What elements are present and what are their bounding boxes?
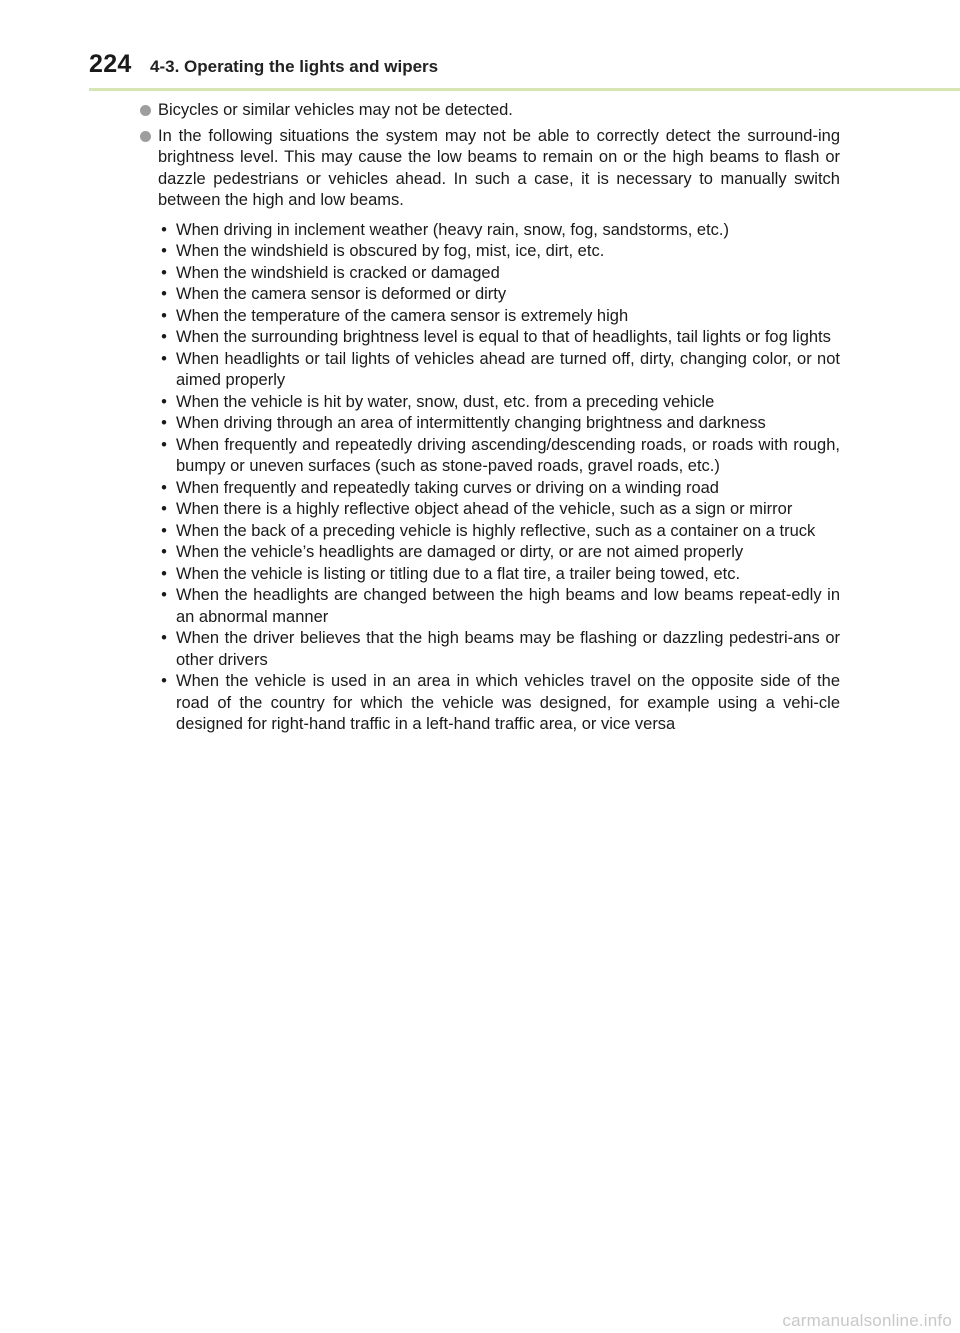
list-item-text: When frequently and repeatedly driving ascending/descending roads, or roads with rough, bumpy or uneven surfaces (such as stone-paved roads, gravel roads, etc.) (176, 435, 840, 475)
footer-watermark: carmanualsonline.info (782, 1311, 952, 1330)
dot-bullet-icon: • (161, 500, 167, 518)
list-item-text: When driving through an area of intermittently changing brightness and darkness (176, 414, 766, 432)
dot-bullet-icon: • (161, 263, 167, 282)
list-item-text: When the back of a preceding vehicle is highly reflective, such as a container on a truck (176, 521, 816, 540)
main-item-text: In the following situations the system may not be able to correctly detect the surround-ing brightness level. This may cause the low beams to remain on or the high beams to flash or dazzle pedestrians or vehicles ahead. In such a case, it is necessary to manually switch between the high and low beams. (158, 126, 840, 209)
list-item-text: When driving in inclement weather (heavy rain, snow, fog, sandstorms, etc.) (176, 220, 729, 239)
list-item (161, 306, 840, 328)
page-header (0, 0, 960, 92)
list-item (161, 327, 840, 349)
list-item-text: When the windshield is cracked or damaged (176, 263, 500, 282)
list-item (161, 413, 840, 435)
list-item-text: When the surrounding brightness level is equal to that of headlights, tail lights or fog lights (176, 328, 831, 346)
main-bullet-item-brightness-situations (140, 126, 840, 212)
list-item (161, 521, 840, 543)
dot-bullet-icon: • (161, 414, 167, 432)
list-item-text: When the vehicle is hit by water, snow, dust, etc. from a preceding vehicle (176, 392, 715, 411)
dot-bullet-icon: • (161, 285, 167, 303)
list-item-text: When there is a highly reflective object ahead of the vehicle, such as a sign or mirror (176, 500, 793, 518)
list-item (161, 263, 840, 285)
list-item (161, 542, 840, 564)
list-item (161, 349, 840, 392)
dot-bullet-icon: • (161, 543, 167, 561)
dot-bullet-icon: • (161, 220, 167, 239)
list-item-text: When the windshield is obscured by fog, mist, ice, dirt, etc. (176, 242, 605, 260)
list-item (161, 628, 840, 671)
list-item (161, 585, 840, 628)
list-item (161, 499, 840, 521)
page-content (140, 100, 840, 736)
section-title: 4-3. Operating the lights and wipers (150, 57, 439, 76)
list-item (161, 671, 840, 736)
dot-bullet-icon: • (161, 328, 167, 346)
dot-bullet-icon: • (161, 306, 167, 325)
list-item-text: When frequently and repeatedly taking curves or driving on a winding road (176, 478, 719, 497)
list-item-text: When the headlights are changed between the high beams and low beams repeat-edly in an abnormal manner (176, 586, 840, 626)
list-item-text: When the temperature of the camera sensor is extremely high (176, 306, 629, 325)
dot-bullet-icon: • (161, 672, 167, 690)
circle-bullet-icon (140, 105, 151, 116)
header-rule (89, 88, 960, 91)
list-item (161, 392, 840, 414)
dot-bullet-icon: • (161, 435, 167, 454)
list-item-text: When headlights or tail lights of vehicles ahead are turned off, dirty, changing color, or not aimed properly (176, 349, 840, 389)
circle-bullet-icon (140, 131, 151, 142)
situation-list (140, 220, 840, 736)
list-item (161, 220, 840, 242)
list-item (161, 564, 840, 586)
dot-bullet-icon: • (161, 629, 167, 647)
dot-bullet-icon: • (161, 564, 167, 583)
page-number: 224 (89, 50, 132, 78)
list-item-text: When the camera sensor is deformed or dirty (176, 285, 507, 303)
dot-bullet-icon: • (161, 349, 167, 368)
list-item (161, 478, 840, 500)
list-item (161, 284, 840, 306)
dot-bullet-icon: • (161, 392, 167, 411)
dot-bullet-icon: • (161, 478, 167, 497)
list-item-text: When the driver believes that the high beams may be flashing or dazzling pedestri-ans or other drivers (176, 629, 840, 669)
dot-bullet-icon: • (161, 242, 167, 260)
main-item-text: Bicycles or similar vehicles may not be detected. (158, 101, 513, 119)
dot-bullet-icon: • (161, 521, 167, 540)
list-item-text: When the vehicle’s headlights are damaged or dirty, or are not aimed properly (176, 543, 744, 561)
list-item-text: When the vehicle is listing or titling due to a flat tire, a trailer being towed, etc. (176, 564, 741, 583)
list-item-text: When the vehicle is used in an area in which vehicles travel on the opposite side of the road of the country for which the vehicle was designed, for example using a vehi-cle designed for right-hand traffic in a left-hand traffic area, or vice versa (176, 672, 840, 733)
list-item (161, 241, 840, 263)
main-bullet-item-bicycles (140, 100, 840, 122)
list-item (161, 435, 840, 478)
dot-bullet-icon: • (161, 586, 167, 604)
